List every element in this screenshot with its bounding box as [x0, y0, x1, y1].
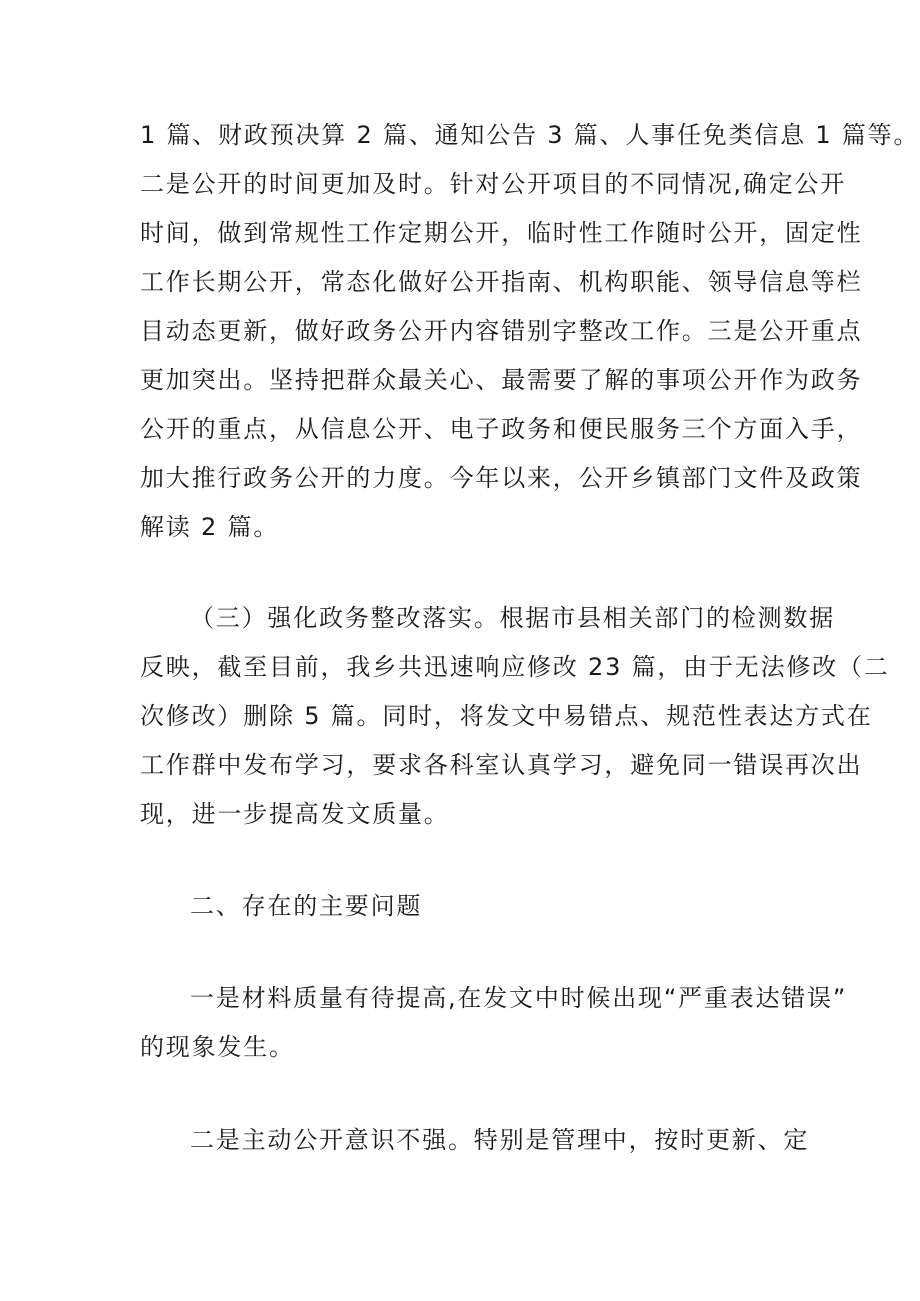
text-line: 解读 2 篇。 — [140, 513, 280, 541]
text-line: 二是主动公开意识不强。特别是管理中，按时更新、定 — [190, 1126, 810, 1154]
text-line: 次修改）删除 5 篇。同时，将发文中易错点、规范性表达方式在 — [140, 702, 873, 730]
text-line: 目动态更新，做好政务公开内容错别字整改工作。三是公开重点 — [140, 317, 863, 345]
text-line: 工作长期公开，常态化做好公开指南、机构职能、领导信息等栏 — [140, 268, 863, 296]
text-line: 一是材料质量有待提高,在发文中时候出现“严重表达错误” — [190, 984, 848, 1012]
text-line: 现，进一步提高发文质量。 — [140, 800, 450, 828]
text-line: 时间，做到常规性工作定期公开，临时性工作随时公开，固定性 — [140, 219, 863, 247]
text-line: （三）强化政务整改落实。根据市县相关部门的检测数据 — [190, 604, 835, 632]
text-line: 加大推行政务公开的力度。今年以来，公开乡镇部门文件及政策 — [140, 464, 863, 492]
text-line: 的现象发生。 — [140, 1033, 295, 1061]
text-line: 公开的重点，从信息公开、电子政务和便民服务三个方面入手， — [140, 415, 863, 443]
section-heading: 二、存在的主要问题 — [190, 892, 423, 920]
text-line: 二是公开的时间更加及时。针对公开项目的不同情况,确定公开 — [140, 170, 847, 198]
text-line: 更加突出。坚持把群众最关心、最需要了解的事项公开作为政务 — [140, 366, 863, 394]
text-line: 1 篇、财政预决算 2 篇、通知公告 3 篇、人事任免类信息 1 篇等。 — [140, 121, 920, 149]
text-line: 反映，截至目前，我乡共迅速响应修改 23 篇，由于无法修改（二 — [140, 653, 890, 681]
text-line: 工作群中发布学习，要求各科室认真学习，避免同一错误再次出 — [140, 751, 863, 779]
